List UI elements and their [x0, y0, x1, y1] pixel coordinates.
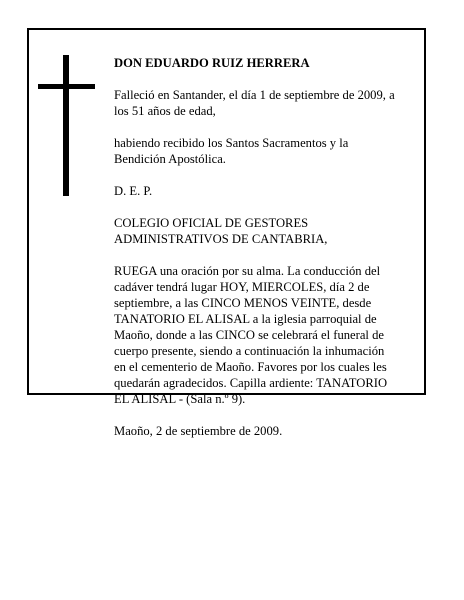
deceased-name: DON EDUARDO RUIZ HERRERA: [114, 56, 310, 70]
rip-line: D. E. P.: [114, 184, 153, 198]
organization-name: COLEGIO OFICIAL DE GESTORES ADMINISTRATIVOS DE CANTABRIA,: [114, 216, 328, 246]
cross-icon-vertical-bar: [63, 55, 69, 196]
cross-icon-horizontal-bar: [38, 84, 95, 89]
notice-date: Maoño, 2 de septiembre de 2009.: [114, 424, 283, 438]
notice-text: [114, 39, 420, 455]
death-announcement: Falleció en Santander, el día 1 de septiembre de 2009, a los 51 años de edad,: [114, 88, 395, 118]
funeral-details: RUEGA una oración por su alma. La conducción del cadáver tendrá lugar HOY, MIERCOLES, día 2 de septiembre, a las CINCO MENOS VEINTE, desde TANATORIO EL ALISAL a la iglesia parroquial de Maoño, donde a las CINCO se celebrará el funeral de cuerpo presente, siendo a continuación la inhumación en el cementerio de Maoño. Favores por los cuales les quedarán agradecidos. Capilla ardiente: TANATORIO EL ALISAL - (Sala n.º 9).: [114, 264, 388, 406]
sacraments-line: habiendo recibido los Santos Sacramentos y la Bendición Apostólica.: [114, 136, 349, 166]
